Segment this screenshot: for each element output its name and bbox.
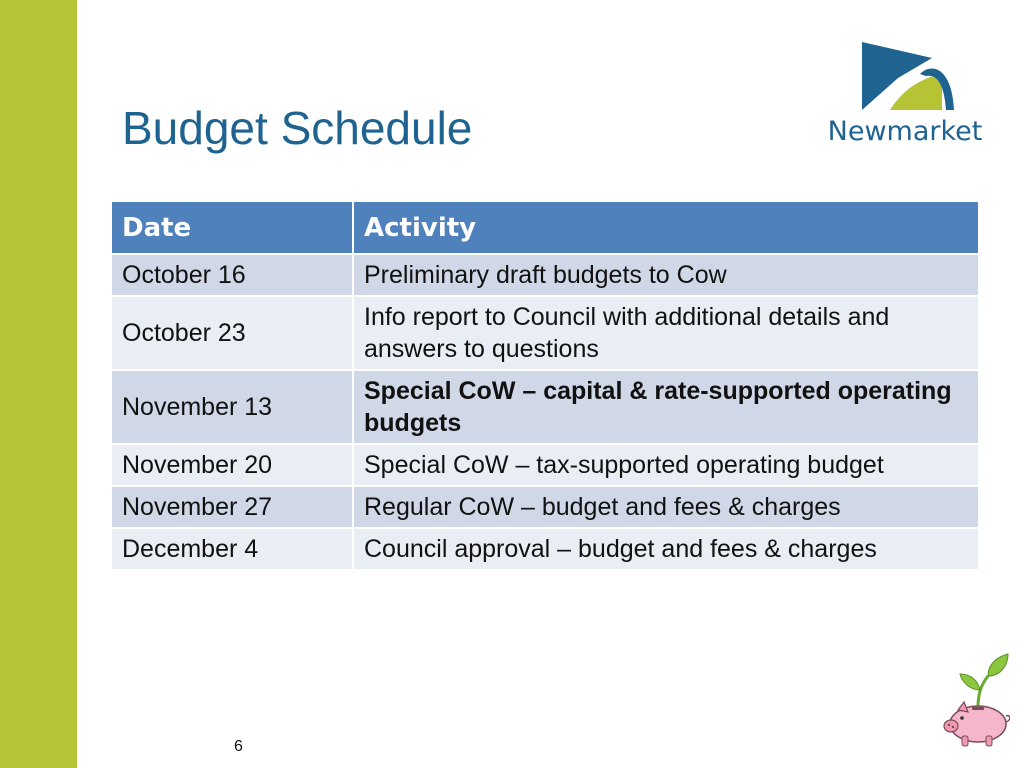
table-row: [111, 370, 979, 444]
budget-schedule-table: [110, 200, 980, 571]
row-date: November 20: [111, 444, 353, 486]
page-number: 6: [234, 738, 243, 755]
page-title: Budget Schedule: [122, 102, 473, 154]
table-row: [111, 444, 979, 486]
row-date: November 27: [111, 486, 353, 528]
row-activity: Special CoW – tax-supported operating budget: [353, 444, 979, 486]
table-header-row: [111, 201, 979, 254]
row-activity: Council approval – budget and fees & charges: [353, 528, 979, 570]
table-row: [111, 486, 979, 528]
row-activity: Preliminary draft budgets to Cow: [353, 254, 979, 296]
row-activity: Special CoW – capital & rate-supported operating budgets: [353, 370, 979, 444]
row-date: October 23: [111, 296, 353, 370]
table-row: [111, 296, 979, 370]
logo-text: Newmarket: [827, 116, 983, 147]
header-date: Date: [111, 201, 353, 254]
row-date: November 13: [111, 370, 353, 444]
newmarket-logo: [824, 38, 986, 148]
table-row: [111, 254, 979, 296]
row-date: December 4: [111, 528, 353, 570]
table-row: [111, 528, 979, 570]
logo-mark-icon: [860, 38, 960, 114]
side-accent-bar: [0, 0, 77, 768]
row-activity: Info report to Council with additional details and answers to questions: [353, 296, 979, 370]
header-activity: Activity: [353, 201, 979, 254]
row-date: October 16: [111, 254, 353, 296]
row-activity: Regular CoW – budget and fees & charges: [353, 486, 979, 528]
piggy-bank-sprout-icon: [938, 650, 1010, 750]
